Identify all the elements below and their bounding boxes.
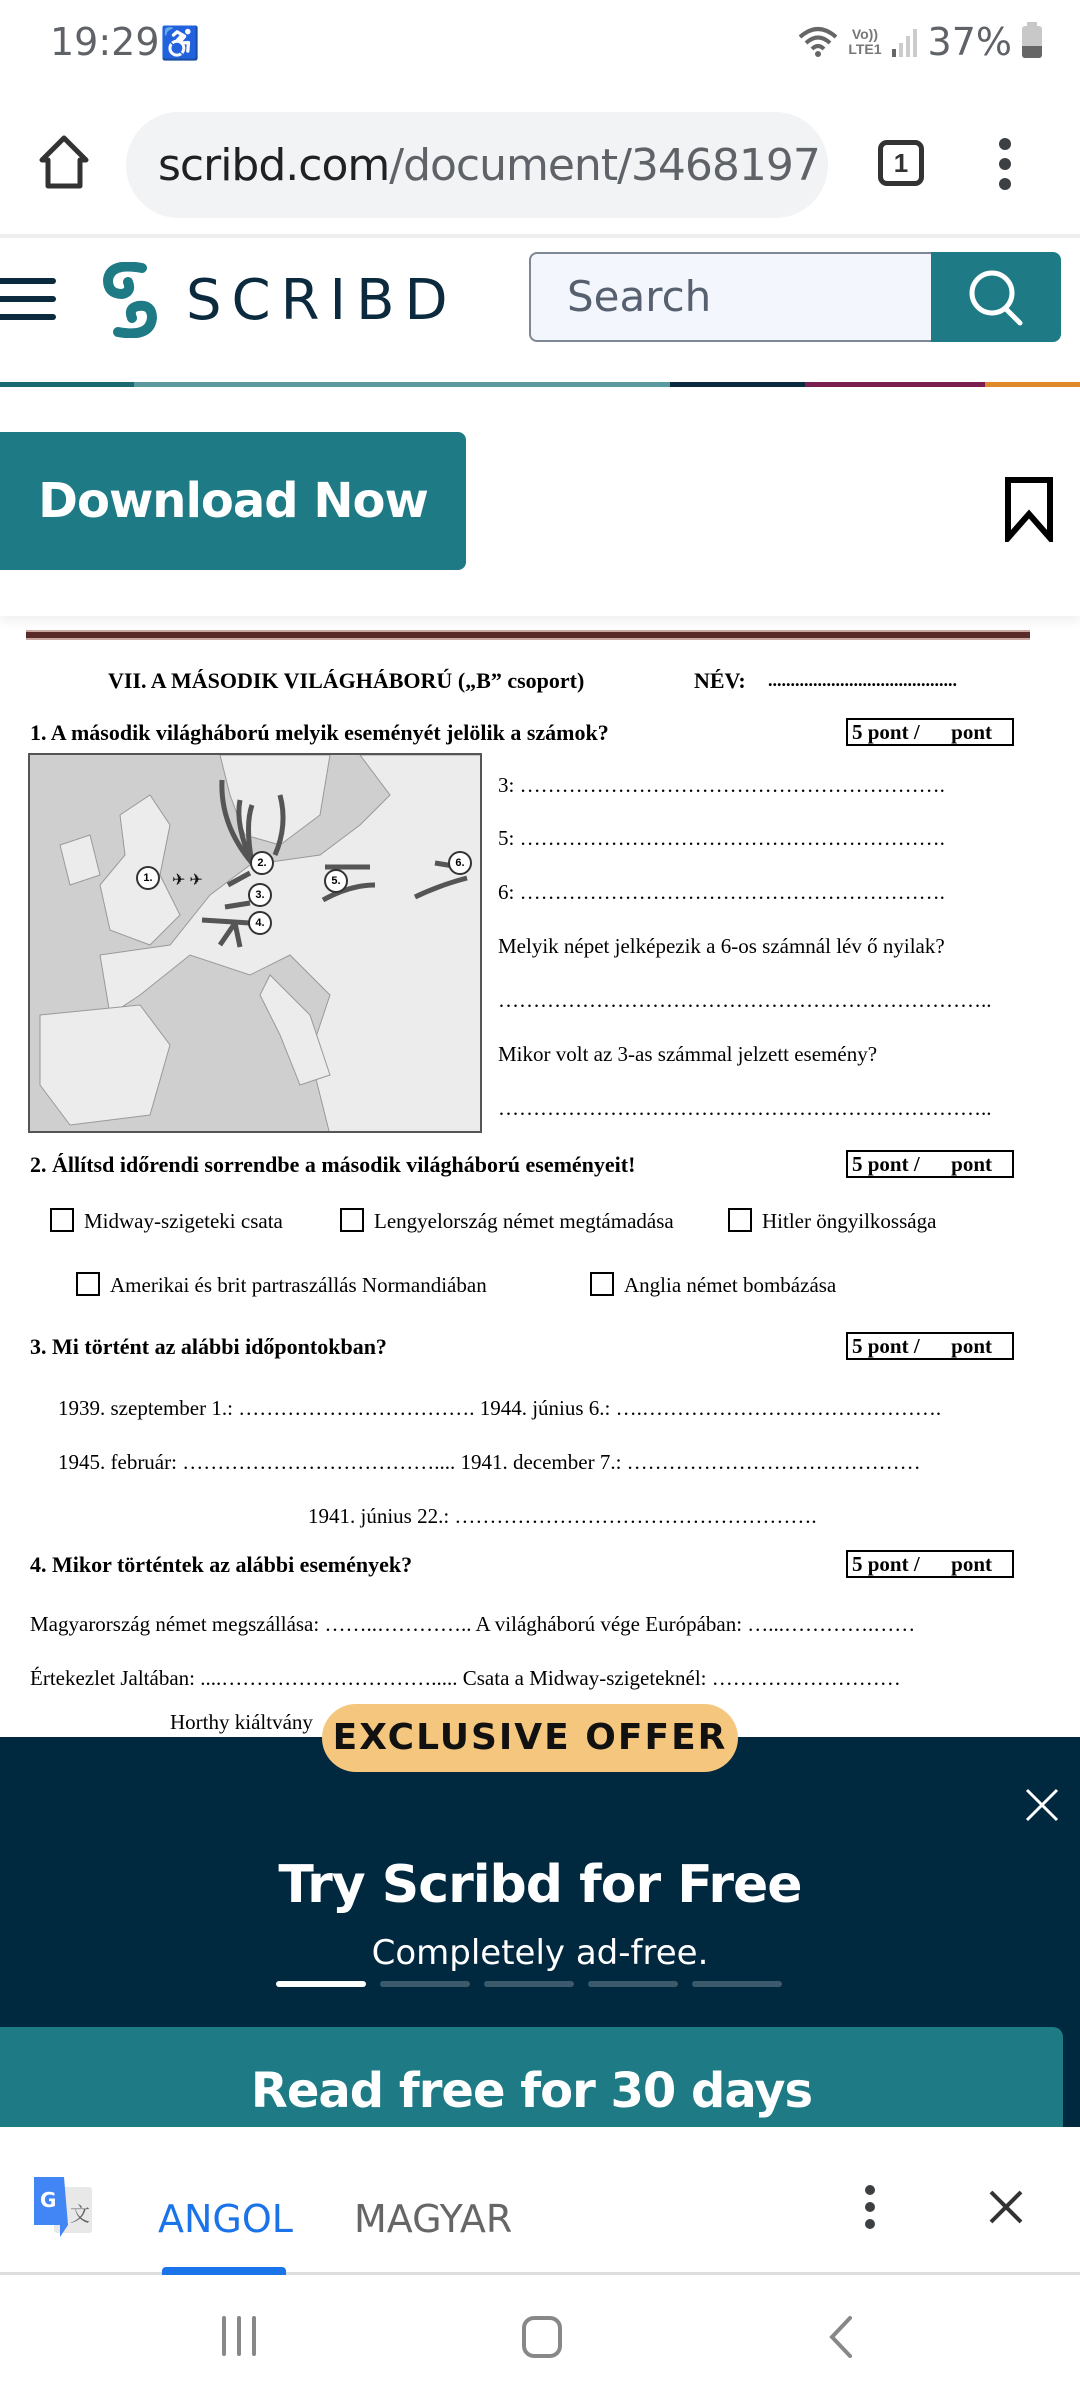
name-blank: ..........................................	[768, 670, 957, 690]
url-host: scribd.com	[158, 139, 390, 191]
checkbox[interactable]	[50, 1208, 74, 1232]
q4-line[interactable]: Magyarország német megszállása: ……..………….. A világháború vége Európában: …...………….……	[30, 1612, 916, 1636]
checkbox[interactable]	[340, 1208, 364, 1232]
offer-panel	[0, 1737, 1080, 2127]
signal-icon	[892, 27, 918, 57]
brand-stripe	[0, 382, 1080, 387]
close-translate-icon[interactable]	[988, 2189, 1024, 2225]
browser-menu-icon[interactable]	[990, 138, 1020, 190]
q3-line[interactable]: 1941. június 22.: …………………………………………….	[308, 1504, 817, 1528]
translate-bar	[0, 2127, 1080, 2275]
home-icon[interactable]	[36, 134, 92, 190]
points-box: 5 pont / pont	[846, 718, 1014, 746]
q2-item-label: Lengyelország német megtámadása	[374, 1209, 674, 1233]
q4-line[interactable]: Horthy kiáltvány	[170, 1710, 313, 1734]
q2-item-label: Hitler öngyilkossága	[762, 1209, 937, 1233]
hamburger-menu-icon[interactable]	[0, 278, 56, 320]
carousel-dot[interactable]	[380, 1981, 470, 1987]
map-drawing	[30, 755, 482, 1133]
url-bar[interactable]	[126, 112, 828, 218]
bookmark-icon[interactable]	[1004, 476, 1054, 542]
q3-line[interactable]: 1945. február: ……………………………….... 1941. december 7.: ……………………………………	[58, 1450, 921, 1474]
carousel-dot[interactable]	[276, 1981, 366, 1987]
battery-percent: 37%	[927, 20, 1012, 64]
volte-label: Vo))	[851, 26, 879, 42]
battery-icon	[1022, 26, 1042, 58]
map-label: 3.	[248, 883, 272, 907]
q3-line[interactable]: 1939. szeptember 1.: ……………………………. 1944. június 6.: ….…………………………………….	[58, 1396, 942, 1420]
lte-indicator	[848, 27, 881, 57]
checkbox[interactable]	[76, 1272, 100, 1296]
search-input[interactable]: Search	[529, 252, 933, 342]
points-box: 5 pont / pont	[846, 1332, 1014, 1360]
tab-switcher-button[interactable]: 1	[878, 140, 924, 186]
question-4-title: 4. Mikor történtek az alábbi események?	[30, 1552, 413, 1577]
read-free-button[interactable]: Read free for 30 days	[0, 2027, 1063, 2127]
svg-text:G: G	[40, 2188, 57, 2212]
language-tab-angol[interactable]: ANGOL	[158, 2197, 293, 2241]
q2-item-label: Anglia német bombázása	[624, 1273, 837, 1297]
map-label: 2.	[250, 851, 274, 875]
stripe-segment	[805, 382, 985, 387]
system-nav-bar	[0, 2278, 1080, 2400]
svg-text:文: 文	[70, 2202, 90, 2226]
question-2-title: 2. Állítsd időrendi sorrendbe a második világháború eseményeit!	[30, 1152, 636, 1177]
q2-item[interactable]	[50, 1208, 283, 1234]
stripe-segment	[134, 382, 670, 387]
search-icon	[966, 267, 1026, 327]
active-tab-indicator	[162, 2267, 286, 2275]
exclusive-offer-badge: EXCLUSIVE OFFER	[322, 1704, 738, 1772]
map-label: 6.	[448, 851, 472, 875]
battery-level-fill	[1022, 46, 1042, 58]
carousel-indicators	[276, 1981, 782, 1987]
scribd-logo-icon	[100, 262, 160, 338]
accessibility-notification-icon: ♿	[160, 25, 200, 61]
wifi-icon	[798, 25, 838, 59]
map-label: 5.	[324, 869, 348, 893]
google-translate-icon	[34, 2177, 94, 2237]
europe-map-image	[28, 753, 482, 1133]
url-path: /document/3468197	[389, 139, 820, 191]
stripe-segment	[985, 382, 1080, 387]
worksheet-title: VII. A MÁSODIK VILÁGHÁBORÚ („B” csoport)	[108, 668, 585, 693]
checkbox[interactable]	[590, 1272, 614, 1296]
points-box: 5 pont / pont	[846, 1550, 1014, 1578]
scribd-logo-text[interactable]: SCRIBD	[186, 268, 458, 333]
q2-item-label: Amerikai és brit partraszállás Normandiában	[110, 1273, 487, 1297]
download-now-button[interactable]: Download Now	[0, 432, 466, 570]
home-nav-icon[interactable]	[522, 2316, 562, 2358]
search-button[interactable]	[931, 252, 1061, 342]
q2-item-label: Midway-szigeteki csata	[84, 1209, 283, 1233]
q1-answer-line[interactable]: 5: …………………………………………………….	[498, 826, 945, 850]
network-label: LTE1	[848, 41, 882, 57]
q2-item[interactable]	[590, 1272, 836, 1298]
site-header	[0, 238, 1080, 388]
map-label: 1.	[136, 866, 160, 890]
question-3-title: 3. Mi történt az alábbi időpontokban?	[30, 1334, 387, 1359]
status-bar	[0, 0, 1080, 90]
download-bar	[0, 388, 1080, 616]
offer-subtitle: Completely ad-free.	[371, 1933, 709, 1973]
carousel-dot[interactable]	[692, 1981, 782, 1987]
status-indicators	[798, 20, 1042, 64]
browser-toolbar	[0, 90, 1080, 238]
q1-answer-line[interactable]: 6: …………………………………………………….	[498, 880, 945, 904]
q1-answer-line[interactable]: ……………………………………………………………..	[498, 988, 992, 1012]
question-1-title: 1. A második világháború melyik eseményét jelölik a számok?	[30, 720, 609, 745]
document-page	[0, 590, 1080, 1740]
q4-line[interactable]: Értekezlet Jaltában: ....…………………………..... Csata a Midway-szigeteknél: ………………………	[30, 1666, 901, 1690]
q1-subquestion: Melyik népet jelképezik a 6-os számnál lév ő nyilak?	[498, 934, 945, 958]
status-time: 19:29	[50, 20, 160, 64]
q2-item[interactable]	[340, 1208, 674, 1234]
language-tab-magyar[interactable]: MAGYAR	[354, 2197, 513, 2241]
svg-text:✈ ✈: ✈ ✈	[172, 872, 203, 889]
back-icon[interactable]	[826, 2316, 856, 2358]
stripe-segment	[0, 382, 134, 387]
q2-item[interactable]	[76, 1272, 487, 1298]
points-box: 5 pont / pont	[846, 1150, 1014, 1178]
translate-menu-icon[interactable]	[862, 2185, 878, 2229]
q1-answer-line[interactable]: ……………………………………………………………..	[498, 1096, 992, 1120]
carousel-dot[interactable]	[588, 1981, 678, 1987]
q2-item[interactable]	[728, 1208, 936, 1234]
offer-title: Try Scribd for Free	[278, 1855, 802, 1915]
q1-subquestion: Mikor volt az 3-as számmal jelzett esemény?	[498, 1042, 878, 1066]
carousel-dot[interactable]	[484, 1981, 574, 1987]
q1-answer-line[interactable]: 3: …………………………………………………….	[498, 773, 945, 797]
name-label: NÉV:	[694, 668, 746, 693]
map-label: 4.	[248, 911, 272, 935]
title-rule	[26, 630, 1030, 640]
recents-icon[interactable]	[222, 2316, 256, 2356]
close-icon[interactable]	[1024, 1787, 1060, 1823]
stripe-segment	[670, 382, 805, 387]
checkbox[interactable]	[728, 1208, 752, 1232]
